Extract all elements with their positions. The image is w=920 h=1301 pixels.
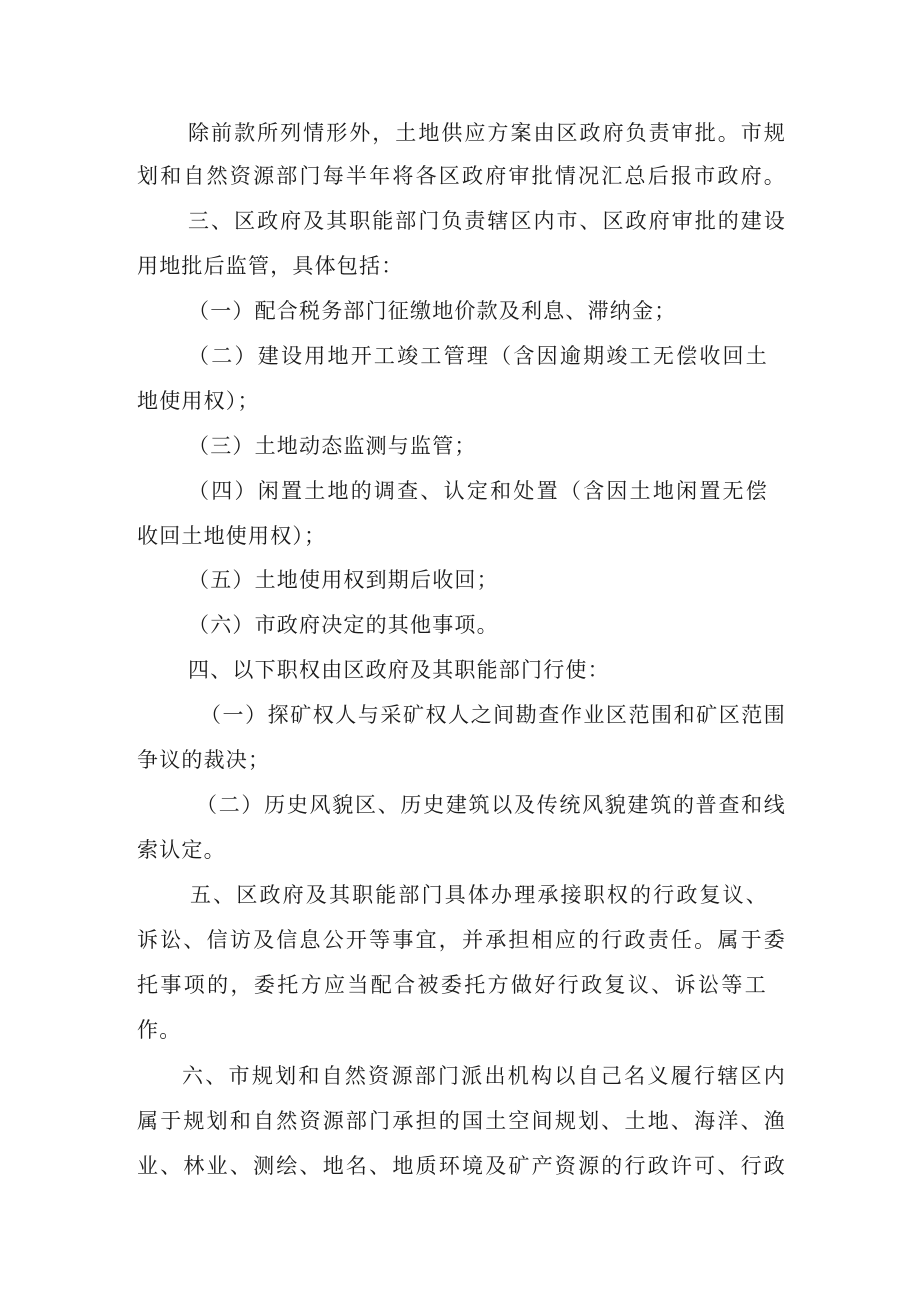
text-line: 地使用权）； xyxy=(137,389,260,413)
text-line: （四）闲置土地的调查、认定和处置（含因土地闲置无偿 xyxy=(188,479,768,503)
text-line: 用地批后监管，具体包括： xyxy=(137,254,404,278)
text-line: 争议的裁决； xyxy=(137,748,271,772)
text-line: （一）探矿权人与采矿权人之间勘查作业区范围和矿区范围 xyxy=(200,703,786,727)
text-line: （六）市政府决定的其他事项。 xyxy=(188,613,499,637)
text-line: 四、以下职权由区政府及其职能部门行使： xyxy=(188,658,610,682)
text-line: 收回土地使用权）； xyxy=(137,524,327,548)
text-line: 诉讼、信访及信息公开等事宜，并承担相应的行政责任。属于委 xyxy=(137,928,786,952)
text-line: 索认定。 xyxy=(137,838,226,862)
text-line: （五）土地使用权到期后收回； xyxy=(188,568,499,592)
text-line: 业、林业、测绘、地名、地质环境及矿产资源的行政许可、行政 xyxy=(137,1154,786,1178)
text-line: 除前款所列情形外，土地供应方案由区政府负责审批。市规 xyxy=(188,121,786,145)
text-line: （二）历史风貌区、历史建筑以及传统风貌建筑的普查和线 xyxy=(196,793,786,817)
text-line: 作。 xyxy=(137,1018,182,1042)
text-line: 托事项的，委托方应当配合被委托方做好行政复议、诉讼等工 xyxy=(137,973,767,997)
text-line: 划和自然资源部门每半年将各区政府审批情况汇总后报市政府。 xyxy=(137,164,786,188)
text-line: （二）建设用地开工竣工管理（含因逾期竣工无偿收回土 xyxy=(188,344,768,368)
text-line: 五、区政府及其职能部门具体办理承接职权的行政复议、 xyxy=(190,883,768,907)
text-line: 属于规划和自然资源部门承担的国土空间规划、土地、海洋、渔 xyxy=(137,1109,786,1133)
text-line: 三、区政府及其职能部门负责辖区内市、区政府审批的建设 xyxy=(188,209,786,233)
text-line: （一）配合税务部门征缴地价款及利息、滞纳金； xyxy=(188,299,677,323)
text-line: （三）土地动态监测与监管； xyxy=(188,434,477,458)
text-line: 六、市规划和自然资源部门派出机构以自己名义履行辖区内 xyxy=(182,1064,786,1088)
